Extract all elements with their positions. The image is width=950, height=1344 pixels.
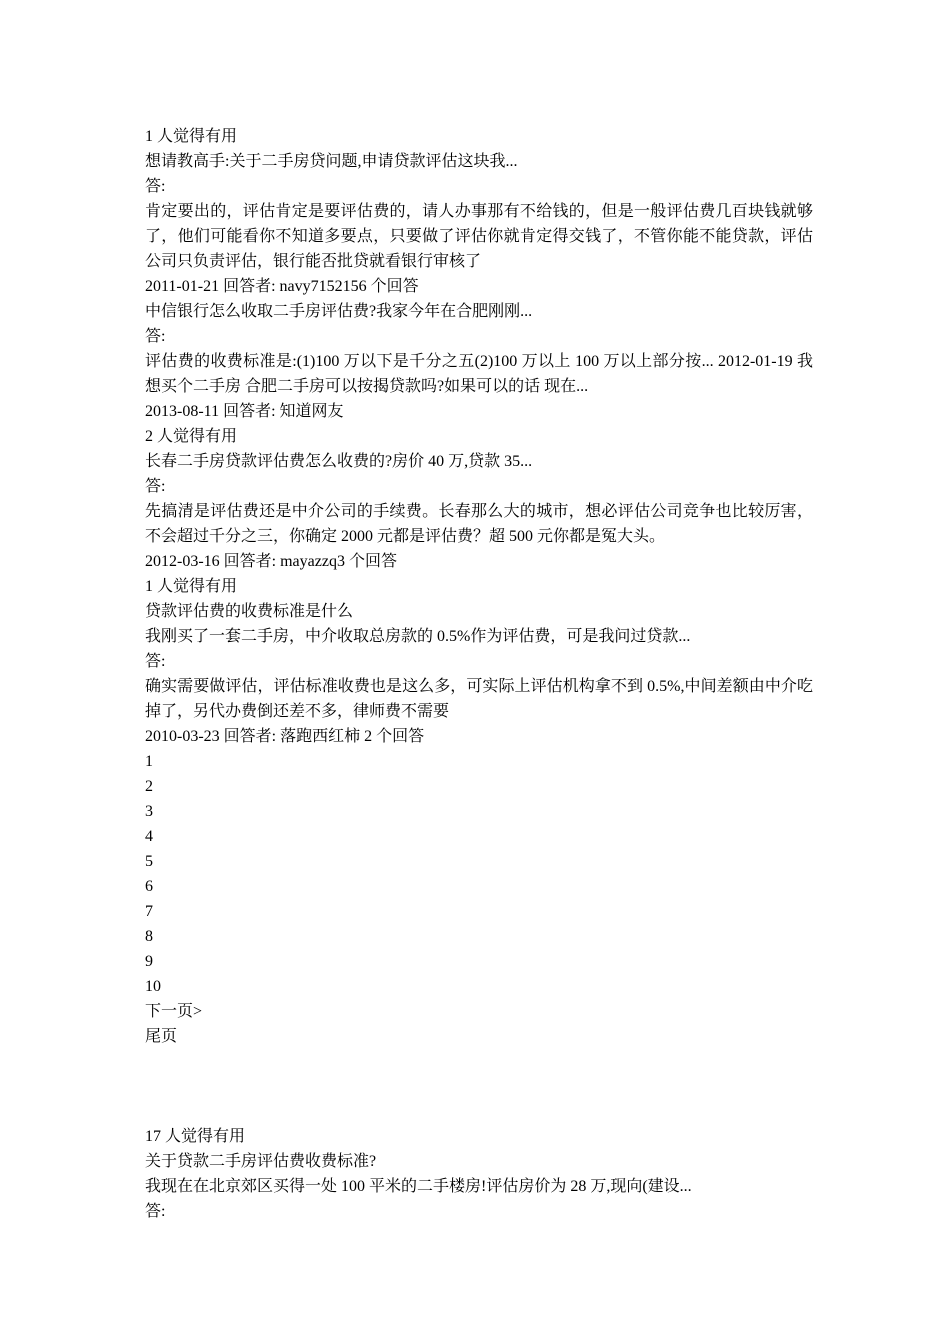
answer-meta: 2011-01-21 回答者: navy7152156 个回答: [145, 278, 419, 295]
question-text: 我刚买了一套二手房，中介收取总房款的 0.5%作为评估费，可是我问过贷款...: [145, 628, 691, 645]
question-text: 想请教高手:关于二手房贷问题,申请贷款评估这块我...: [145, 153, 518, 170]
answer-meta: 2012-03-16 回答者: mayazzq3 个回答: [145, 553, 397, 570]
question-title: 贷款评估费的收费标准是什么: [145, 603, 354, 620]
qa-item: [145, 124, 813, 299]
qa-item: [145, 424, 813, 574]
helpful-count: 1 人觉得有用: [145, 128, 238, 145]
question-text: 我现在在北京郊区买得一处 100 平米的二手楼房!评估房价为 28 万,现向(建设...: [145, 1178, 692, 1195]
page-link-8[interactable]: 8: [145, 928, 153, 945]
next-page-link[interactable]: 下一页>: [145, 1003, 203, 1020]
helpful-count: 2 人觉得有用: [145, 428, 238, 445]
answer-text: 先搞清是评估费还是中介公司的手续费。长春那么大的城市，想必评估公司竞争也比较厉害，不会超过千分之三，你确定 2000 元都是评估费？超 500 元你都是冤大头。: [145, 503, 813, 545]
section-spacer: [145, 1049, 813, 1124]
answer-text: 确实需要做评估，评估标准收费也是这么多，可实际上评估机构拿不到 0.5%,中间差额由中介吃掉了，另代办费倒还差不多，律师费不需要: [145, 678, 813, 720]
page-link-5[interactable]: 5: [145, 853, 153, 870]
page-link-10[interactable]: 10: [145, 978, 161, 995]
page-link-6[interactable]: 6: [145, 878, 153, 895]
qa-item: [145, 299, 813, 424]
answer-label: 答:: [145, 653, 166, 670]
qa-item: [145, 1124, 813, 1224]
answer-label: 答:: [145, 178, 166, 195]
answer-label: 答:: [145, 328, 166, 345]
page-link-2[interactable]: 2: [145, 778, 153, 795]
helpful-count: 1 人觉得有用: [145, 578, 238, 595]
document-page: [145, 124, 813, 1224]
page-link-9[interactable]: 9: [145, 953, 153, 970]
answer-label: 答:: [145, 478, 166, 495]
question-text: 中信银行怎么收取二手房评估费?我家今年在合肥刚刚...: [145, 303, 533, 320]
page-link-7[interactable]: 7: [145, 903, 153, 920]
page-link-4[interactable]: 4: [145, 828, 153, 845]
answer-meta: 2013-08-11 回答者: 知道网友: [145, 403, 344, 420]
page-link-1[interactable]: 1: [145, 753, 153, 770]
question-title: 关于贷款二手房评估费收费标准?: [145, 1153, 377, 1170]
answer-text: 肯定要出的，评估肯定是要评估费的，请人办事那有不给钱的，但是一般评估费几百块钱就够了，他们可能看你不知道多要点，只要做了评估你就肯定得交钱了，不管你能不能贷款，评估公司只负责评估，银行能否批贷就看银行审核了: [145, 203, 813, 270]
page-link-3[interactable]: 3: [145, 803, 153, 820]
answer-meta: 2010-03-23 回答者: 落跑西红柿 2 个回答: [145, 728, 425, 745]
helpful-count: 17 人觉得有用: [145, 1128, 246, 1145]
last-page-link[interactable]: 尾页: [145, 1028, 178, 1045]
pagination: [145, 749, 813, 1049]
answer-label: 答:: [145, 1203, 166, 1220]
answer-text: 评估费的收费标准是:(1)100 万以下是千分之五(2)100 万以上 100 万以上部分按... 2012-01-19 我想买个二手房 合肥二手房可以按揭贷款吗?如果可以的话 现在...: [145, 353, 813, 395]
qa-item: [145, 574, 813, 749]
question-text: 长春二手房贷款评估费怎么收费的?房价 40 万,贷款 35...: [145, 453, 533, 470]
